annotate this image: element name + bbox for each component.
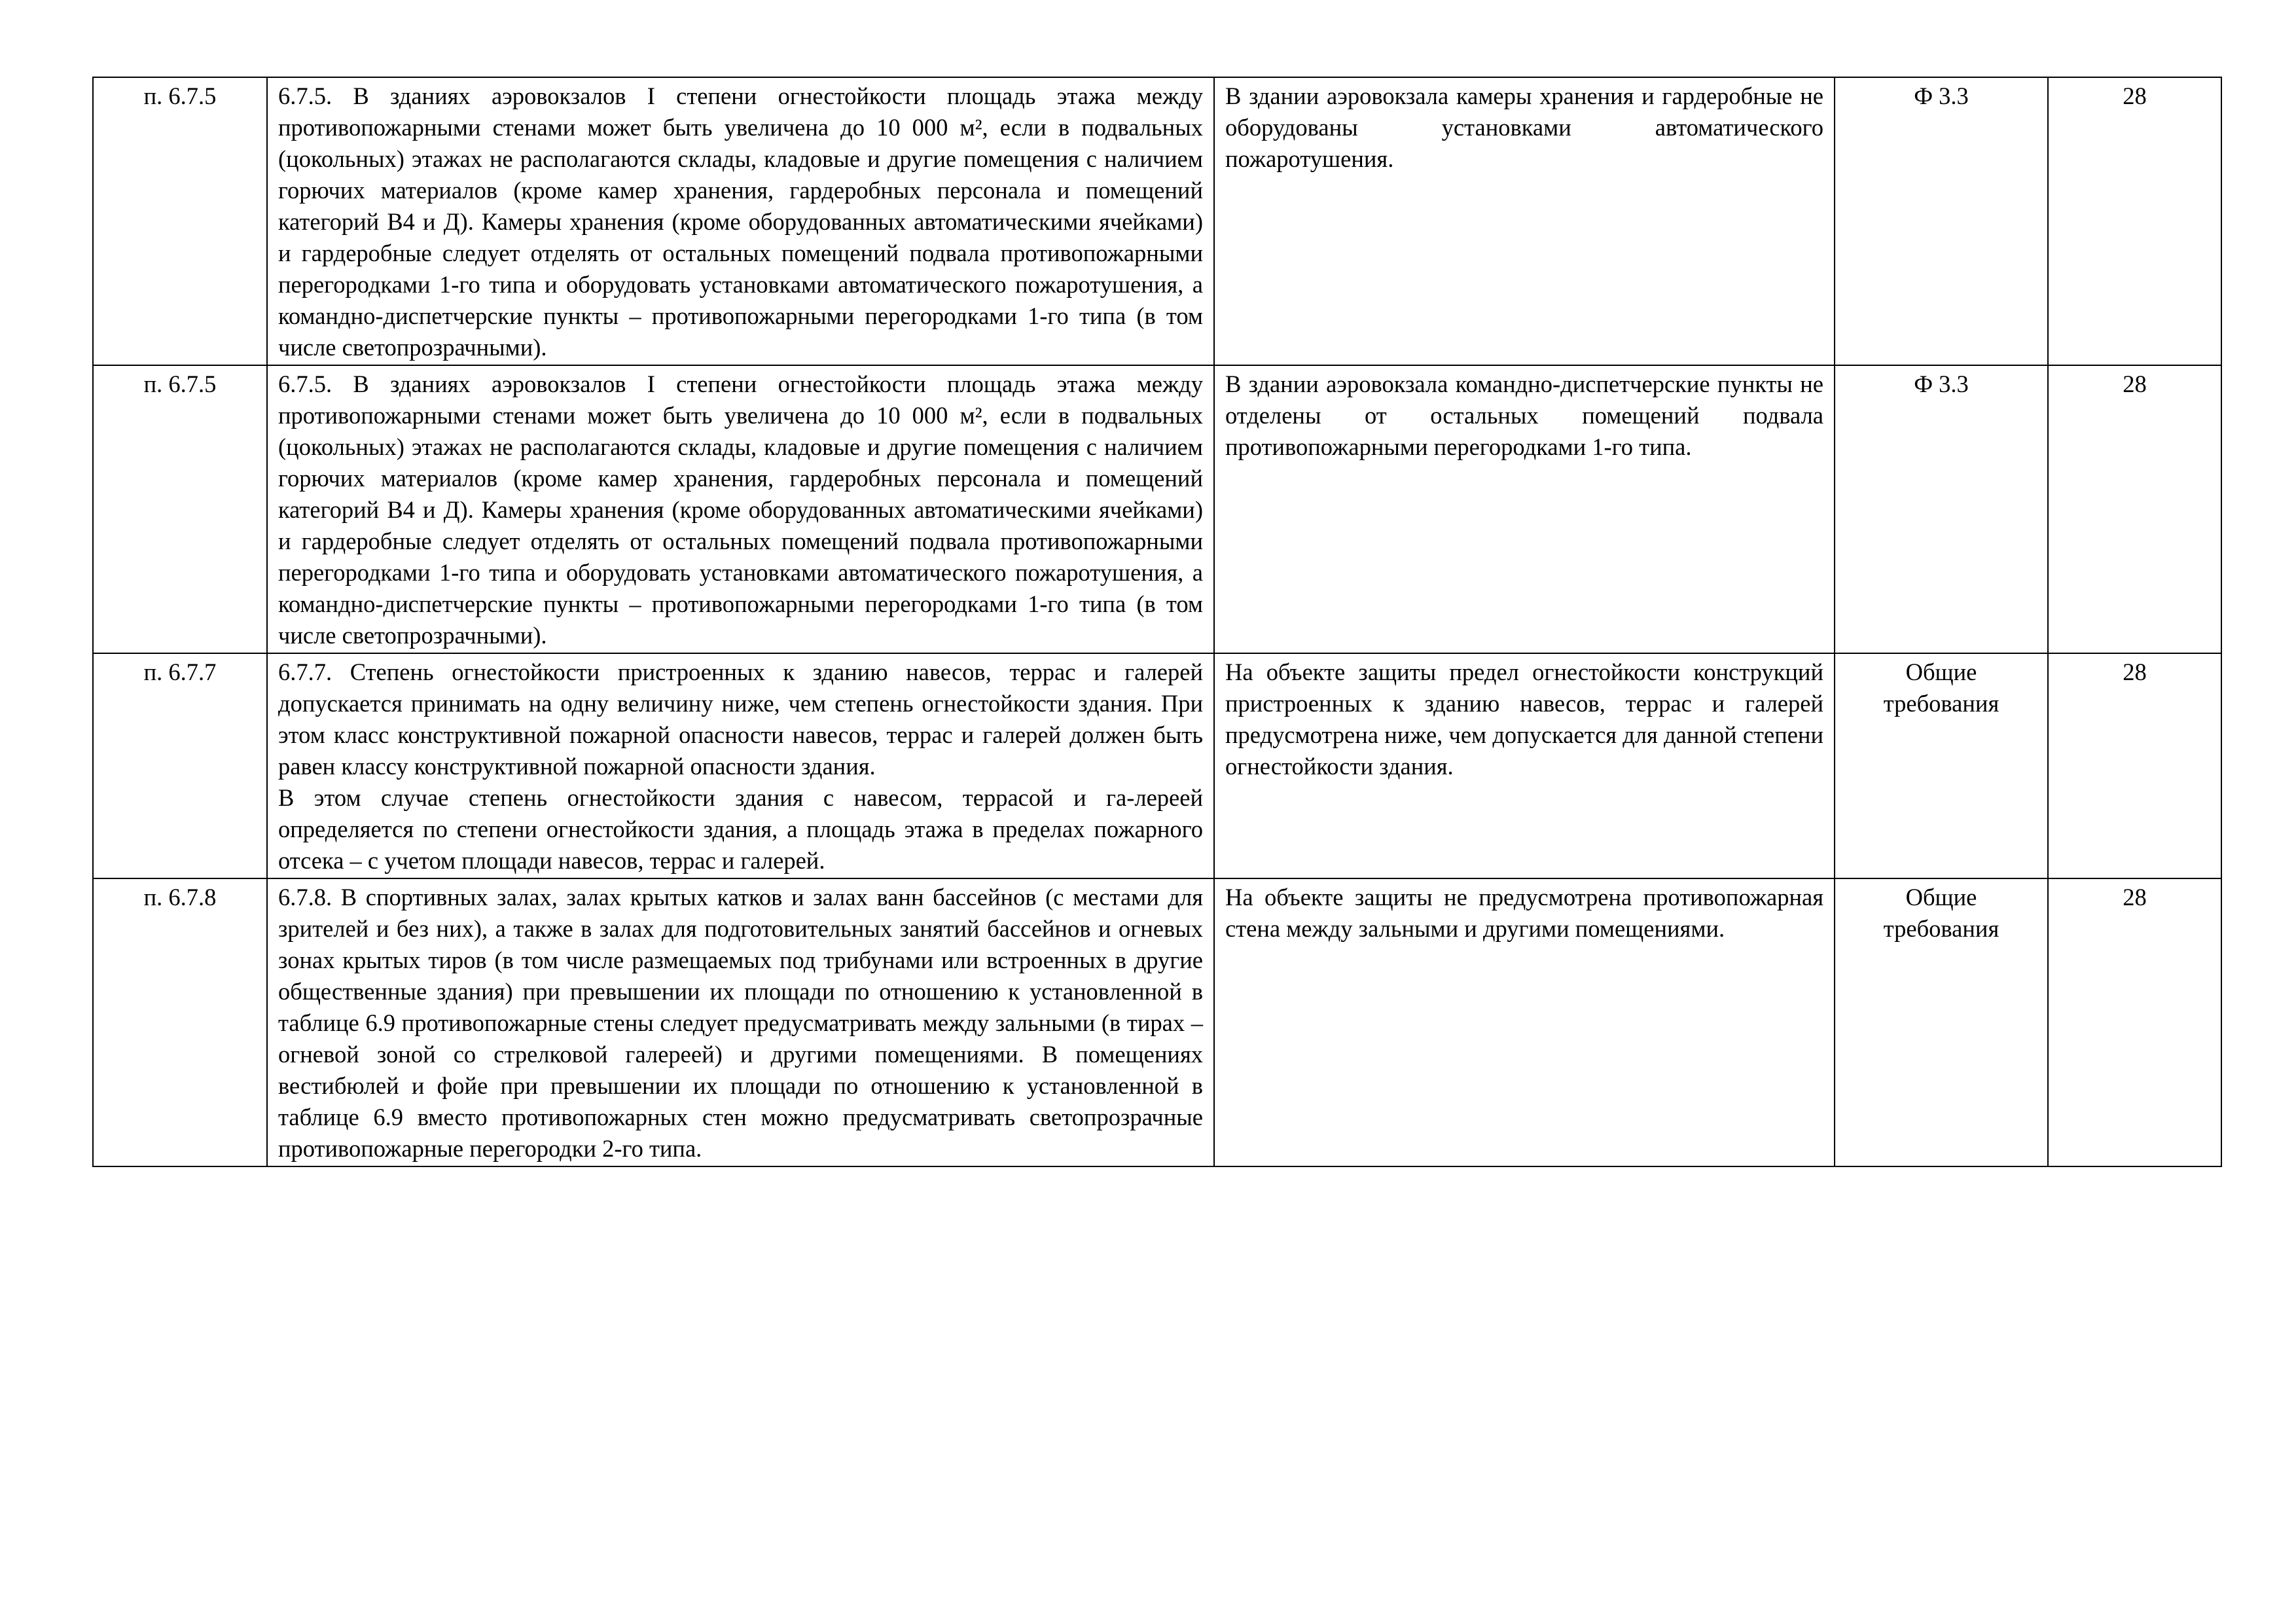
functional-class-cell: Ф 3.3 (1835, 365, 2048, 653)
requirement-text-cell (267, 653, 1214, 878)
norm-reference-cell: п. 6.7.5 (93, 77, 267, 365)
requirement-text-cell (267, 77, 1214, 365)
requirement-paragraph: 6.7.8. В спортивных залах, залах крытых катков и залах ванн бассейнов (с местами для зрителей и без них), а также в залах для подготовительных занятий бассейнов и огневых зонах крытых тиров (в том числе размещаемых под трибунами или встроенных в другие общественные здания) при превышении их площади по отношению к установленной в таблице 6.9 противопожарные стены следует предусматривать между зальными (в тирах – огневой зоной со стрелковой галереей) и другими помещениями. В помещениях вестибюлей и фойе при превышении их площади по отношению к установленной в таблице 6.9 вместо противопожарных стен можно предусматривать светопрозрачные противопожарные перегородки 2-го типа. (278, 884, 1203, 1162)
table-row (93, 365, 2221, 653)
requirement-paragraph: 6.7.5. В зданиях аэровокзалов I степени огнестойкости площадь этажа между противопожарными стенами может быть увеличена до 10 000 м², если в подвальных (цокольных) этажах не располагаются склады, кладовые и другие помещения с наличием горючих материалов (кроме камер хранения, гардеробных персонала и помещений категорий В4 и Д). Камеры хранения (кроме оборудованных автоматическими ячейками) и гардеробные следует отделять от остальных помещений подвала противопожарными перегородками 1-го типа и оборудовать установками автоматического пожаротушения, а командно-диспетчерские пункты – противопожарными перегородками 1-го типа (в том числе светопрозрачными). (278, 370, 1203, 649)
functional-class-cell: Общие требования (1835, 878, 2048, 1166)
requirement-paragraph: В этом случае степень огнестойкости здания с навесом, террасой и га-лереей определяется по степени огнестойкости здания, а площадь этажа в пределах пожарного отсека – с учетом площади навесов, террас и галерей. (278, 784, 1203, 874)
page-number-cell: 28 (2048, 77, 2221, 365)
norm-reference-cell: п. 6.7.7 (93, 653, 267, 878)
page-number-cell: 28 (2048, 653, 2221, 878)
functional-class-cell: Ф 3.3 (1835, 77, 2048, 365)
requirement-text-cell (267, 878, 1214, 1166)
norm-reference-cell: п. 6.7.5 (93, 365, 267, 653)
table-row (93, 77, 2221, 365)
norm-reference-cell: п. 6.7.8 (93, 878, 267, 1166)
violations-table-container (92, 77, 2221, 1167)
table-row (93, 653, 2221, 878)
violation-description-cell: На объекте защиты предел огнестойкости конструкций пристроенных к зданию навесов, террас и галерей предусмотрена ниже, чем допускается для данной степени огнестойкости здания. (1214, 653, 1835, 878)
requirement-paragraph: 6.7.7. Степень огнестойкости пристроенных к зданию навесов, террас и галерей допускается принимать на одну величину ниже, чем степень огнестойкости здания. При этом класс конструктивной пожарной опасности навесов, террас и галерей должен быть равен классу конструктивной пожарной опасности здания. (278, 659, 1203, 780)
violation-description-cell: На объекте защиты не предусмотрена противопожарная стена между зальными и другими помещениями. (1214, 878, 1835, 1166)
requirement-paragraph: 6.7.5. В зданиях аэровокзалов I степени огнестойкости площадь этажа между противопожарными стенами может быть увеличена до 10 000 м², если в подвальных (цокольных) этажах не располагаются склады, кладовые и другие помещения с наличием горючих материалов (кроме камер хранения, гардеробных персонала и помещений категорий В4 и Д). Камеры хранения (кроме оборудованных автоматическими ячейками) и гардеробные следует отделять от остальных помещений подвала противопожарными перегородками 1-го типа и оборудовать установками автоматического пожаротушения, а командно-диспетчерские пункты – противопожарными перегородками 1-го типа (в том числе светопрозрачными). (278, 82, 1203, 361)
table-row (93, 878, 2221, 1166)
page-number-cell: 28 (2048, 365, 2221, 653)
violations-table (92, 77, 2222, 1167)
functional-class-cell: Общие требования (1835, 653, 2048, 878)
page-number-cell: 28 (2048, 878, 2221, 1166)
requirement-text-cell (267, 365, 1214, 653)
violation-description-cell: В здании аэровокзала камеры хранения и гардеробные не оборудованы установками автоматического пожаротушения. (1214, 77, 1835, 365)
violation-description-cell: В здании аэровокзала командно-диспетчерские пункты не отделены от остальных помещений подвала противопожарными перегородками 1-го типа. (1214, 365, 1835, 653)
